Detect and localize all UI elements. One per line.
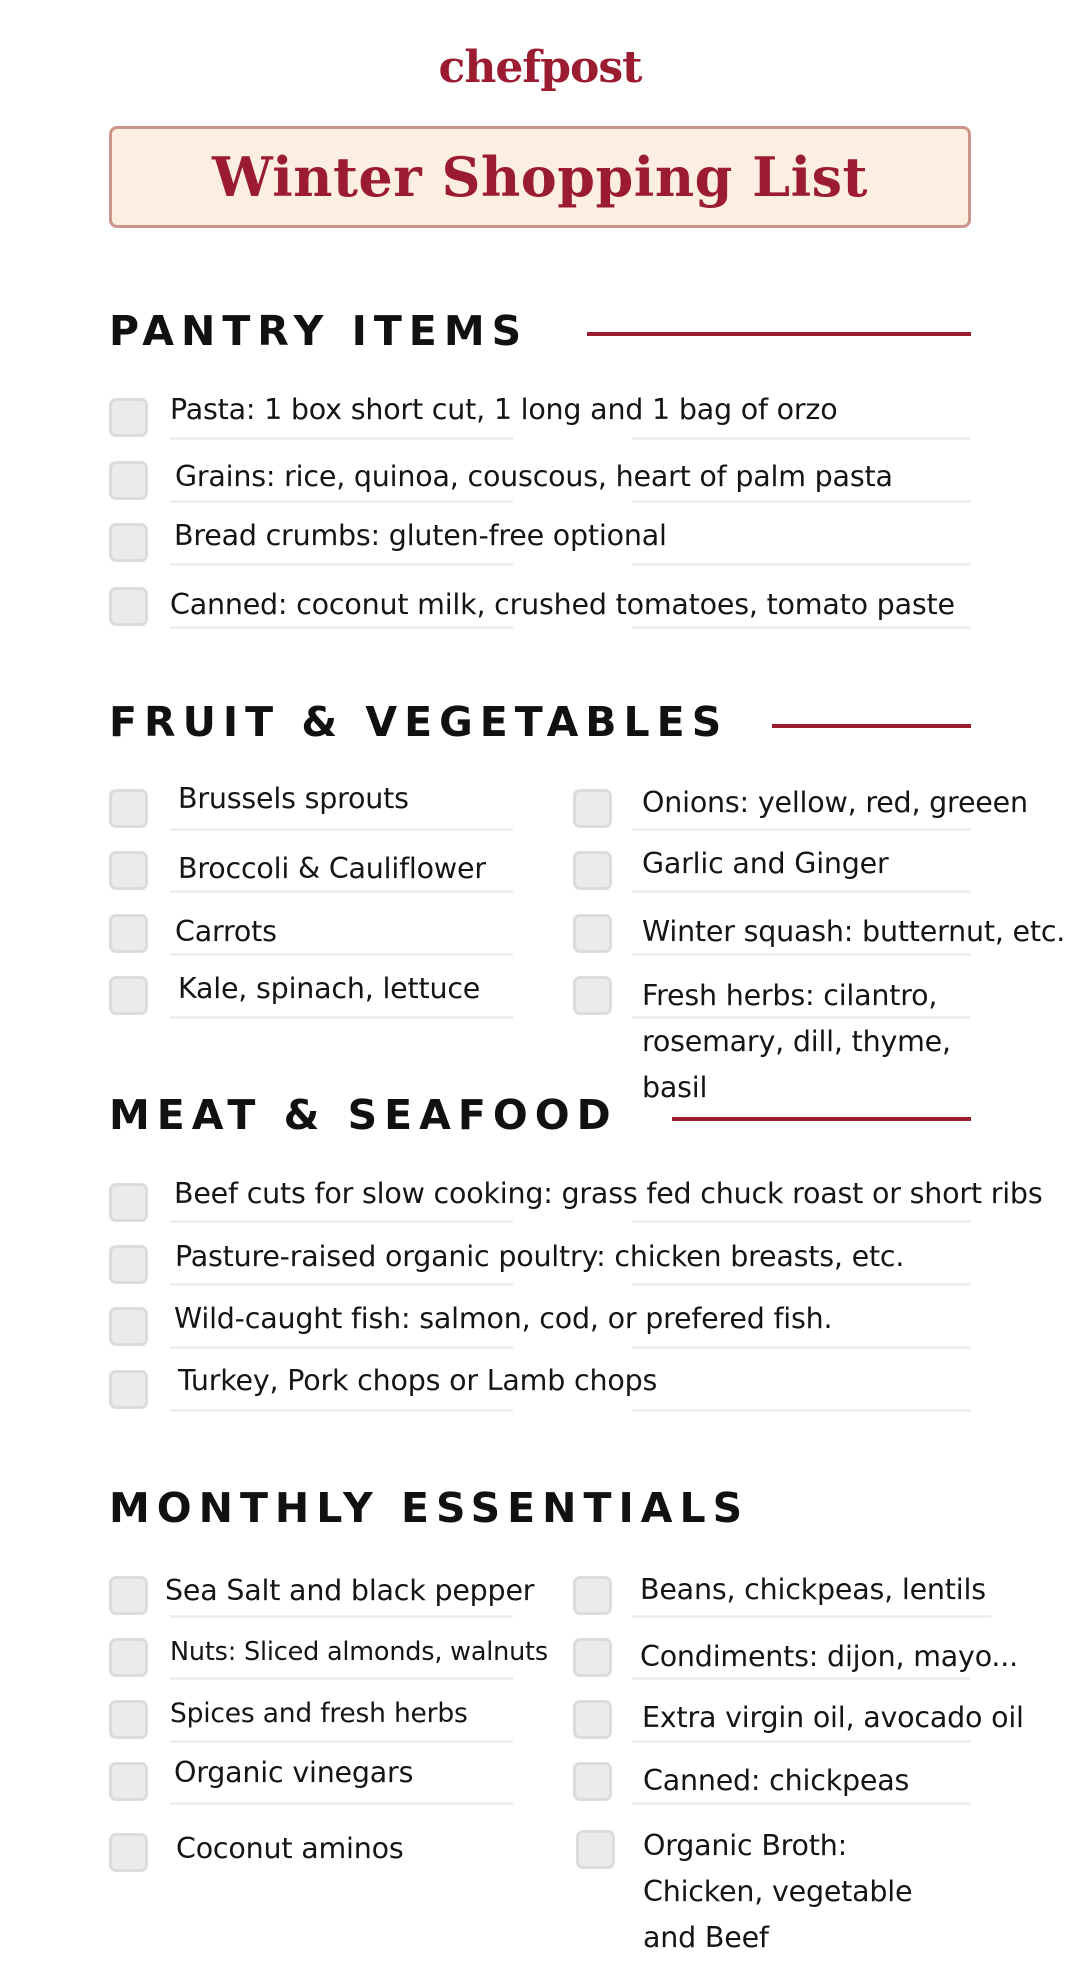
write-line [632,890,971,893]
write-line [170,890,513,893]
write-line [170,1677,513,1680]
title-banner [109,126,971,228]
write-line [170,1346,513,1349]
list-item-produce-left-2: Broccoli & Cauliflower [178,852,486,885]
list-item-produce-left-3: Carrots [175,915,277,948]
checkbox-essentials-right-4[interactable] [573,1762,612,1801]
write-line [170,500,513,503]
checkbox-pantry-2[interactable] [109,461,148,500]
checkbox-essentials-left-3[interactable] [109,1700,148,1739]
list-item-produce-right-4: Fresh herbs: cilantro, rosemary, dill, thyme, basil [642,979,951,1104]
checkbox-produce-left-2[interactable] [109,851,148,890]
write-line [632,437,971,440]
list-item-pantry-4: Canned: coconut milk, crushed tomatoes, tomato paste [170,588,955,621]
checkbox-essentials-left-5[interactable] [109,1833,148,1872]
write-line [632,1740,971,1743]
list-item-essentials-right-2: Condiments: dijon, mayo... [640,1640,1019,1673]
write-line [632,1016,971,1019]
checkbox-meat-4[interactable] [109,1370,148,1409]
write-line [632,1220,971,1223]
write-line [170,1220,513,1223]
list-item-pantry-1: Pasta: 1 box short cut, 1 long and 1 bag of orzo [170,393,838,426]
write-line [632,563,971,566]
section-title-essentials: MONTHLY ESSENTIALS [109,1484,750,1532]
write-line [170,1740,513,1743]
checkbox-produce-left-3[interactable] [109,914,148,953]
write-line [170,1283,513,1286]
checkbox-essentials-right-2[interactable] [573,1638,612,1677]
write-line [632,1802,971,1805]
checkbox-produce-left-4[interactable] [109,976,148,1015]
checkbox-essentials-right-3[interactable] [573,1700,612,1739]
list-item-essentials-right-4: Canned: chickpeas [643,1764,910,1797]
brand-logo: chefpost [438,42,642,93]
write-line [632,1409,971,1412]
write-line [170,1802,513,1805]
section-divider-produce [772,724,971,728]
write-line [632,1346,971,1349]
list-item-produce-right-1: Onions: yellow, red, greeen [642,786,1028,819]
list-item-produce-right-3: Winter squash: butternut, etc. [642,915,1066,948]
list-item-produce-left-4: Kale, spinach, lettuce [178,972,481,1005]
list-item-meat-2: Pasture-raised organic poultry: chicken breasts, etc. [175,1240,905,1273]
checkbox-produce-right-4[interactable] [573,976,612,1015]
list-item-produce-left-1: Brussels sprouts [178,782,409,815]
write-line [170,1409,513,1412]
checkbox-pantry-1[interactable] [109,398,148,437]
section-title-produce: FRUIT & VEGETABLES [109,698,729,746]
section-divider-meat [672,1117,971,1121]
list-item-essentials-right-1: Beans, chickpeas, lentils [640,1573,986,1606]
list-item-pantry-2: Grains: rice, quinoa, couscous, heart of palm pasta [175,460,893,493]
write-line [632,500,971,503]
write-line [632,1677,971,1680]
section-title-pantry: PANTRY ITEMS [109,307,529,355]
list-item-essentials-left-5: Coconut aminos [176,1832,404,1865]
checkbox-essentials-right-1[interactable] [573,1576,612,1615]
list-item-produce-right-2: Garlic and Ginger [642,847,889,880]
checkbox-produce-left-1[interactable] [109,789,148,828]
list-item-essentials-left-2: Nuts: Sliced almonds, walnuts [170,1637,548,1667]
list-item-meat-4: Turkey, Pork chops or Lamb chops [178,1364,658,1397]
write-line [170,1615,513,1618]
checkbox-meat-3[interactable] [109,1307,148,1346]
write-line [632,828,971,831]
checkbox-essentials-left-2[interactable] [109,1638,148,1677]
list-item-meat-3: Wild-caught fish: salmon, cod, or prefered fish. [174,1302,833,1335]
write-line [632,953,971,956]
page-title: Winter Shopping List [212,145,868,209]
write-line [170,437,513,440]
checkbox-produce-right-3[interactable] [573,914,612,953]
checkbox-produce-right-1[interactable] [573,789,612,828]
write-line [170,828,513,831]
write-line [632,1283,971,1286]
write-line [632,626,971,629]
write-line [170,563,513,566]
list-item-essentials-right-3: Extra virgin oil, avocado oil [642,1701,1024,1734]
checkbox-essentials-left-4[interactable] [109,1762,148,1801]
checkbox-essentials-left-1[interactable] [109,1576,148,1615]
checkbox-pantry-3[interactable] [109,523,148,562]
list-item-essentials-left-3: Spices and fresh herbs [170,1698,468,1729]
section-divider-pantry [587,332,971,336]
write-line [170,626,513,629]
checkbox-essentials-right-5[interactable] [576,1830,615,1869]
checkbox-meat-1[interactable] [109,1183,148,1222]
checkbox-produce-right-2[interactable] [573,851,612,890]
list-item-pantry-3: Bread crumbs: gluten-free optional [174,519,667,552]
write-line [170,953,513,956]
list-item-essentials-right-5: Organic Broth: Chicken, vegetable and Beef [643,1829,913,1954]
write-line [170,1016,513,1019]
list-item-meat-1: Beef cuts for slow cooking: grass fed chuck roast or short ribs [174,1177,1043,1210]
checkbox-meat-2[interactable] [109,1245,148,1284]
list-item-essentials-left-4: Organic vinegars [174,1756,414,1789]
section-title-meat: MEAT & SEAFOOD [109,1091,618,1139]
write-line [632,1615,991,1618]
list-item-essentials-left-1: Sea Salt and black pepper [165,1574,535,1607]
checkbox-pantry-4[interactable] [109,587,148,626]
